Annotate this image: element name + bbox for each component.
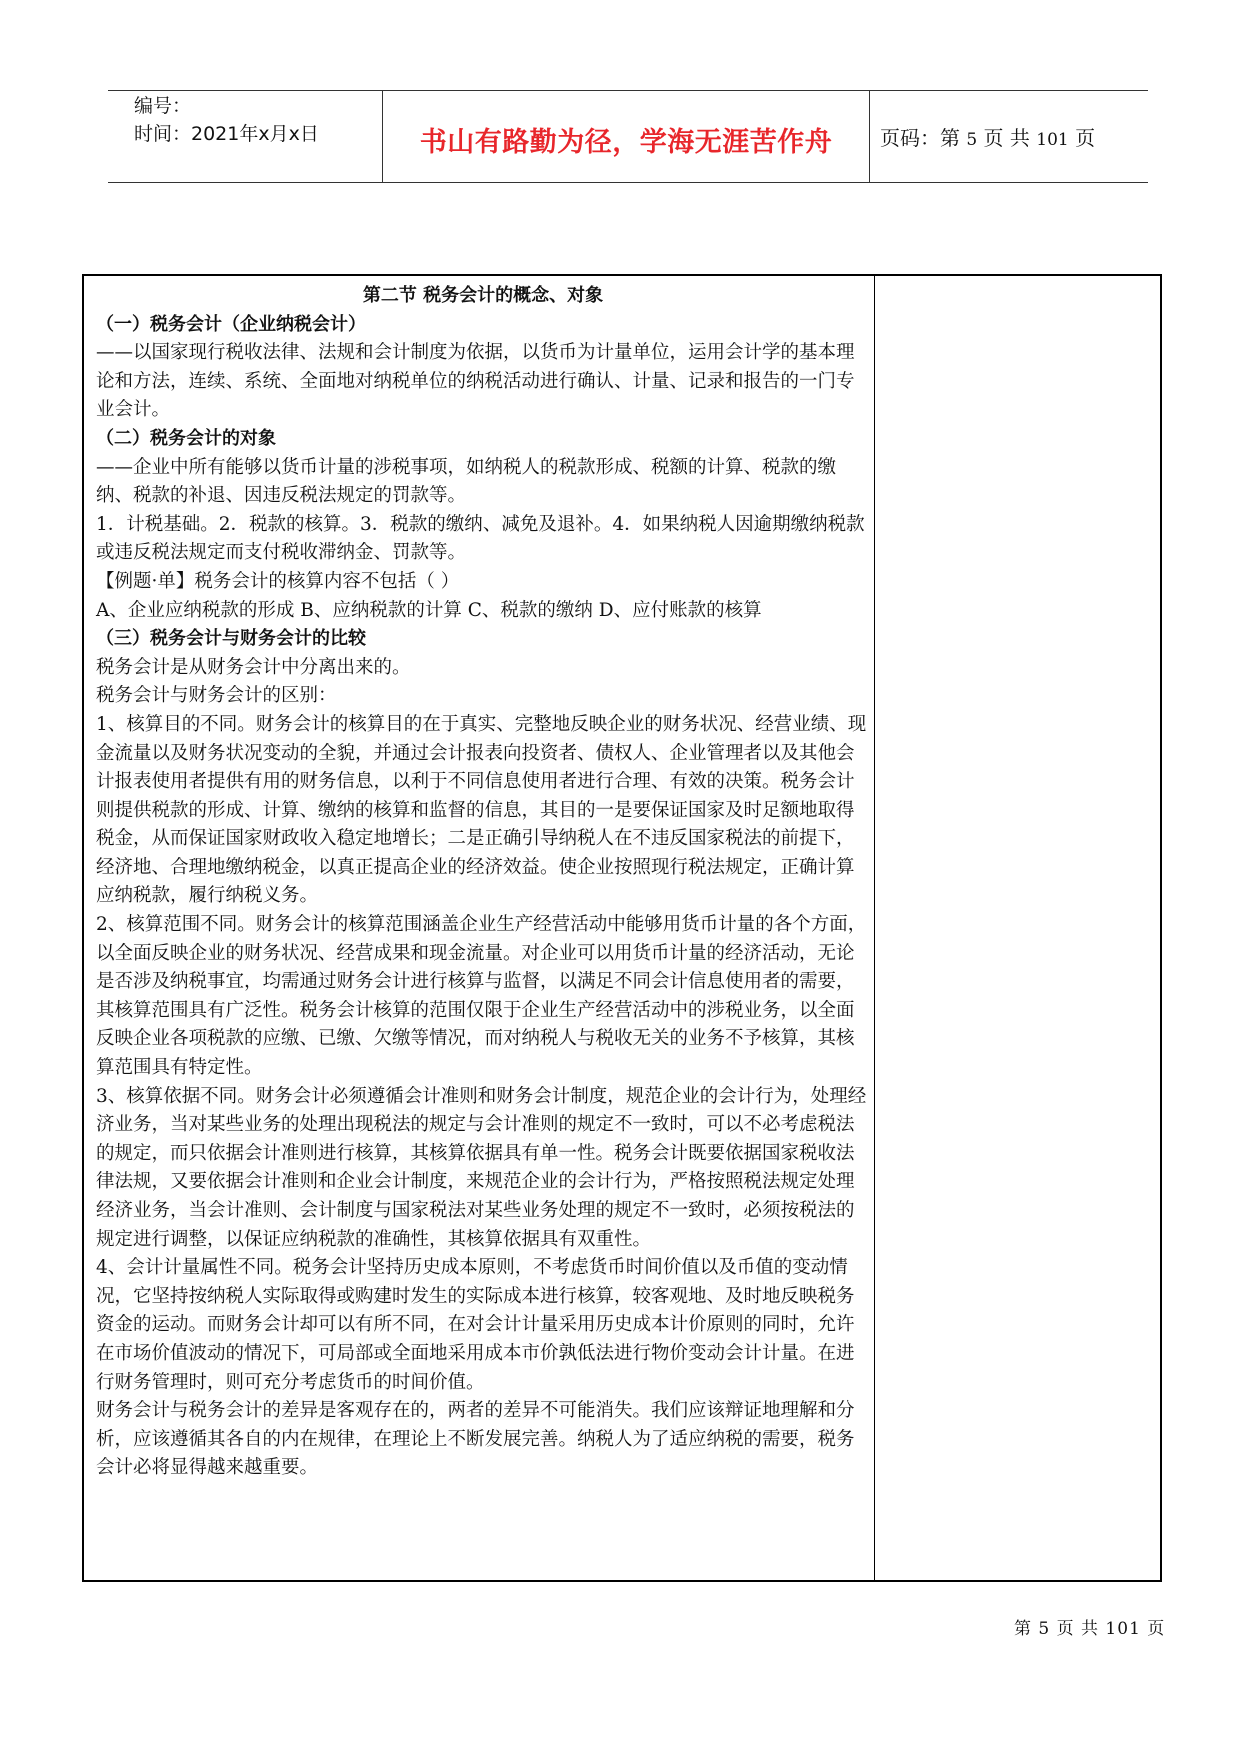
content-cell xyxy=(96,282,870,1483)
subsection-heading: （三）税务会计与财务会计的比较 xyxy=(96,628,366,650)
body-paragraph: 1、核算目的不同。财务会计的核算目的在于真实、完整地反映企业的财务状况、经营业绩、现金流量以及财务状况变动的全貌，并通过会计报表向投资者、债权人、企业管理者以及其他会计报表使用者提供有用的财务信息，以利于不同信息使用者进行合理、有效的决策。税务会计则提供税款的形成、计算、缴纳的核算和监督的信息，其目的一是要保证国家及时足额地取得税金，从而保证国家财政收入稳定地增长；二是正确引导纳税人在不违反国家税法的前提下，经济地、合理地缴纳税金，以真正提高企业的经济效益。使企业按照现行税法规定，正确计算应纳税款，履行纳税义务。 xyxy=(96,713,867,907)
page-info-current: 5 xyxy=(966,130,978,150)
body-paragraph: ——企业中所有能够以货币计量的涉税事项，如纳税人的税款形成、税额的计算、税款的缴纳、税款的补退、因违反税法规定的罚款等。 xyxy=(96,456,837,507)
body-paragraph: 税务会计与财务会计的区别： xyxy=(96,685,337,707)
header-page-info xyxy=(880,122,1095,151)
page-info-total: 101 xyxy=(1036,130,1069,150)
page-info-suffix: 页 xyxy=(1075,126,1096,150)
header-left-block xyxy=(134,92,319,148)
header-divider-right xyxy=(869,90,870,182)
body-paragraph: 2、核算范围不同。财务会计的核算范围涵盖企业生产经营活动中能够用货币计量的各个方面，以全面反映企业的财务状况、经营成果和现金流量。对企业可以用货币计量的经济活动，无论是否涉及纳税事宜，均需通过财务会计进行核算与监督，以满足不同会计信息使用者的需要，其核算范围具有广泛性。税务会计核算的范围仅限于企业生产经营活动中的涉税业务，以全面反映企业各项税款的应缴、已缴、欠缴等情况，而对纳税人与税收无关的业务不予核算，其核算范围具有特定性。 xyxy=(96,914,867,1079)
time-label: 时间：2021年x月x日 xyxy=(134,123,319,145)
body-paragraph: 1．计税基础。2．税款的核算。3．税款的缴纳、减免及退补。4．如果纳税人因逾期缴纳税款或违反税法规定而支付税收滞纳金、罚款等。 xyxy=(96,513,865,564)
subsection-heading: （二）税务会计的对象 xyxy=(96,427,276,449)
subsection-heading: （一）税务会计（企业纳税会计） xyxy=(96,313,366,335)
page-footer: 第 5 页 共 101 页 xyxy=(1014,1619,1166,1639)
page-info-mid: 页 共 xyxy=(983,126,1030,150)
header-bottom-rule xyxy=(108,182,1148,183)
table-column-divider xyxy=(874,276,875,1580)
body-paragraph: 税务会计是从财务会计中分离出来的。 xyxy=(96,656,411,678)
page-info-prefix: 页码：第 xyxy=(880,126,960,150)
header-motto: 书山有路勤为径，学海无涯苦作舟 xyxy=(419,127,833,158)
section-title: 第二节 税务会计的概念、对象 xyxy=(362,285,604,306)
content-table xyxy=(82,274,1162,1582)
body-paragraph: 3、核算依据不同。财务会计必须遵循会计准则和财务会计制度，规范企业的会计行为，处理经济业务，当对某些业务的处理出现税法的规定与会计准则的规定不一致时，可以不必考虑税法的规定，而只依据会计准则进行核算，其核算依据具有单一性。税务会计既要依据国家税收法律法规，又要依据会计准则和企业会计制度，来规范企业的会计行为，严格按照税法规定处理经济业务，当会计准则、会计制度与国家税法对某些业务处理的规定不一致时，必须按税法的规定进行调整，以保证应纳税款的准确性，其核算依据具有双重性。 xyxy=(96,1085,867,1250)
body-paragraph: ——以国家现行税收法律、法规和会计制度为依据，以货币为计量单位，运用会计学的基本理论和方法，连续、系统、全面地对纳税单位的纳税活动进行确认、计量、记录和报告的一门专业会计。 xyxy=(96,342,855,421)
body-paragraph: 4、会计计量属性不同。税务会计坚持历史成本原则，不考虑货币时间价值以及币值的变动情况，它坚持按纳税人实际取得或购建时发生的实际成本进行核算，较客观地、及时地反映税务资金的运动。而财务会计却可以有所不同，在对会计计量采用历史成本计价原则的同时，允许在市场价值波动的情况下，可局部或全面地采用成本市价孰低法进行物价变动会计计量。在进行财务管理时，则可充分考虑货币的时间价值。 xyxy=(96,1257,855,1393)
body-paragraph: 【例题·单】税务会计的核算内容不包括（ ） xyxy=(96,570,460,592)
header-top-rule xyxy=(108,90,1148,91)
body-paragraph: A、企业应纳税款的形成 B、应纳税款的计算 C、税款的缴纳 D、应付账款的核算 xyxy=(96,599,762,621)
serial-number-label: 编号： xyxy=(134,95,192,117)
body-paragraph: 财务会计与税务会计的差异是客观存在的，两者的差异不可能消失。我们应该辩证地理解和分析，应该遵循其各自的内在规律，在理论上不断发展完善。纳税人为了适应纳税的需要，税务会计必将显得越来越重要。 xyxy=(96,1400,855,1479)
